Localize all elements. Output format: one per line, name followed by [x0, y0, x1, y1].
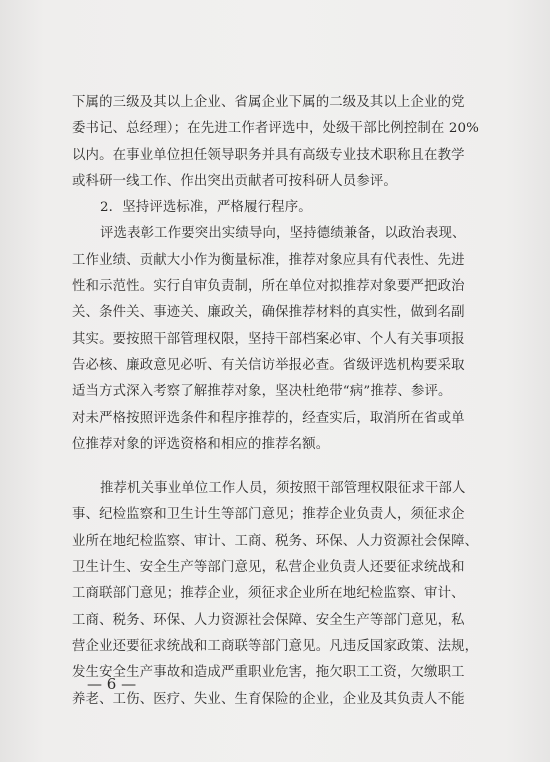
text-line: 委书记、总经理）；在先进工作者评选中，处级干部比例控制在 20% — [72, 121, 480, 137]
text-line: 工商联部门意见；推荐企业，须征求企业所在地纪检监察、审计、 — [72, 586, 465, 602]
paragraph — [72, 221, 492, 458]
text-line: 发生安全生产事故和造成严重职业危害，拖欠职工工资，欠缴职工 — [72, 665, 465, 681]
text-line: 告必核、廉政意见必听、有关信访举报必查。省级评选机构要采取 — [72, 357, 465, 373]
section-heading: 2．坚持评选标准，严格履行程序。 — [100, 200, 312, 216]
text-line: 或科研一线工作、作出突出贡献者可按科研人员参评。 — [72, 173, 397, 189]
text-line: 位推荐对象的评选资格和相应的推荐名额。 — [72, 436, 330, 452]
text-line: 适当方式深入考察了解推荐对象，坚决杜绝带“病”推荐、参评。 — [72, 384, 452, 400]
text-line: 卫生计生、安全生产等部门意见，私营企业负责人还要征求统战和 — [72, 560, 465, 576]
text-line: 以内。在事业单位担任领导职务并具有高级专业技术职称且在教学 — [72, 147, 465, 163]
text-line: 工作业绩、贡献大小作为衡量标准，推荐对象应具有代表性、先进 — [72, 252, 465, 268]
text-line: 对未严格按照评选条件和程序推荐的，经查实后，取消所在省或单 — [72, 410, 465, 426]
page-number: — 6 — — [87, 675, 137, 693]
text-line: 性和示范性。实行自审负责制，所在单位对拟推荐对象要严把政治 — [72, 279, 465, 295]
text-line: 事、纪检监察和卫生计生等部门意见；推荐企业负责人，须征求企 — [72, 507, 465, 523]
paragraph — [72, 90, 492, 195]
text-line: 营企业还要征求统战和工商联等部门意见。凡违反国家政策、法规， — [72, 638, 479, 654]
text-line: 下属的三级及其以上企业、省属企业下属的二级及其以上企业的党 — [72, 95, 465, 110]
paragraph-gap — [72, 458, 492, 476]
document-body — [72, 90, 492, 713]
text-line: 推荐机关事业单位工作人员，须按照干部管理权限征求干部人 — [100, 481, 466, 497]
text-line: 关、条件关、事迹关、廉政关，确保推荐材料的真实性，做到名副 — [72, 305, 465, 321]
text-line: 业所在地纪检监察、审计、工商、税务、环保、人力资源社会保障、 — [72, 533, 479, 549]
text-line: 其实。要按照干部管理权限，坚持干部档案必审、个人有关事项报 — [72, 331, 465, 347]
text-line: 评选表彰工作要突出实绩导向，坚持德绩兼备，以政治表现、 — [100, 226, 466, 242]
text-line: 养老、工伤、医疗、失业、生育保险的企业，企业及其负责人不能 — [72, 691, 465, 707]
text-line: 工商、税务、环保、人力资源社会保障、安全生产等部门意见，私 — [72, 612, 465, 628]
